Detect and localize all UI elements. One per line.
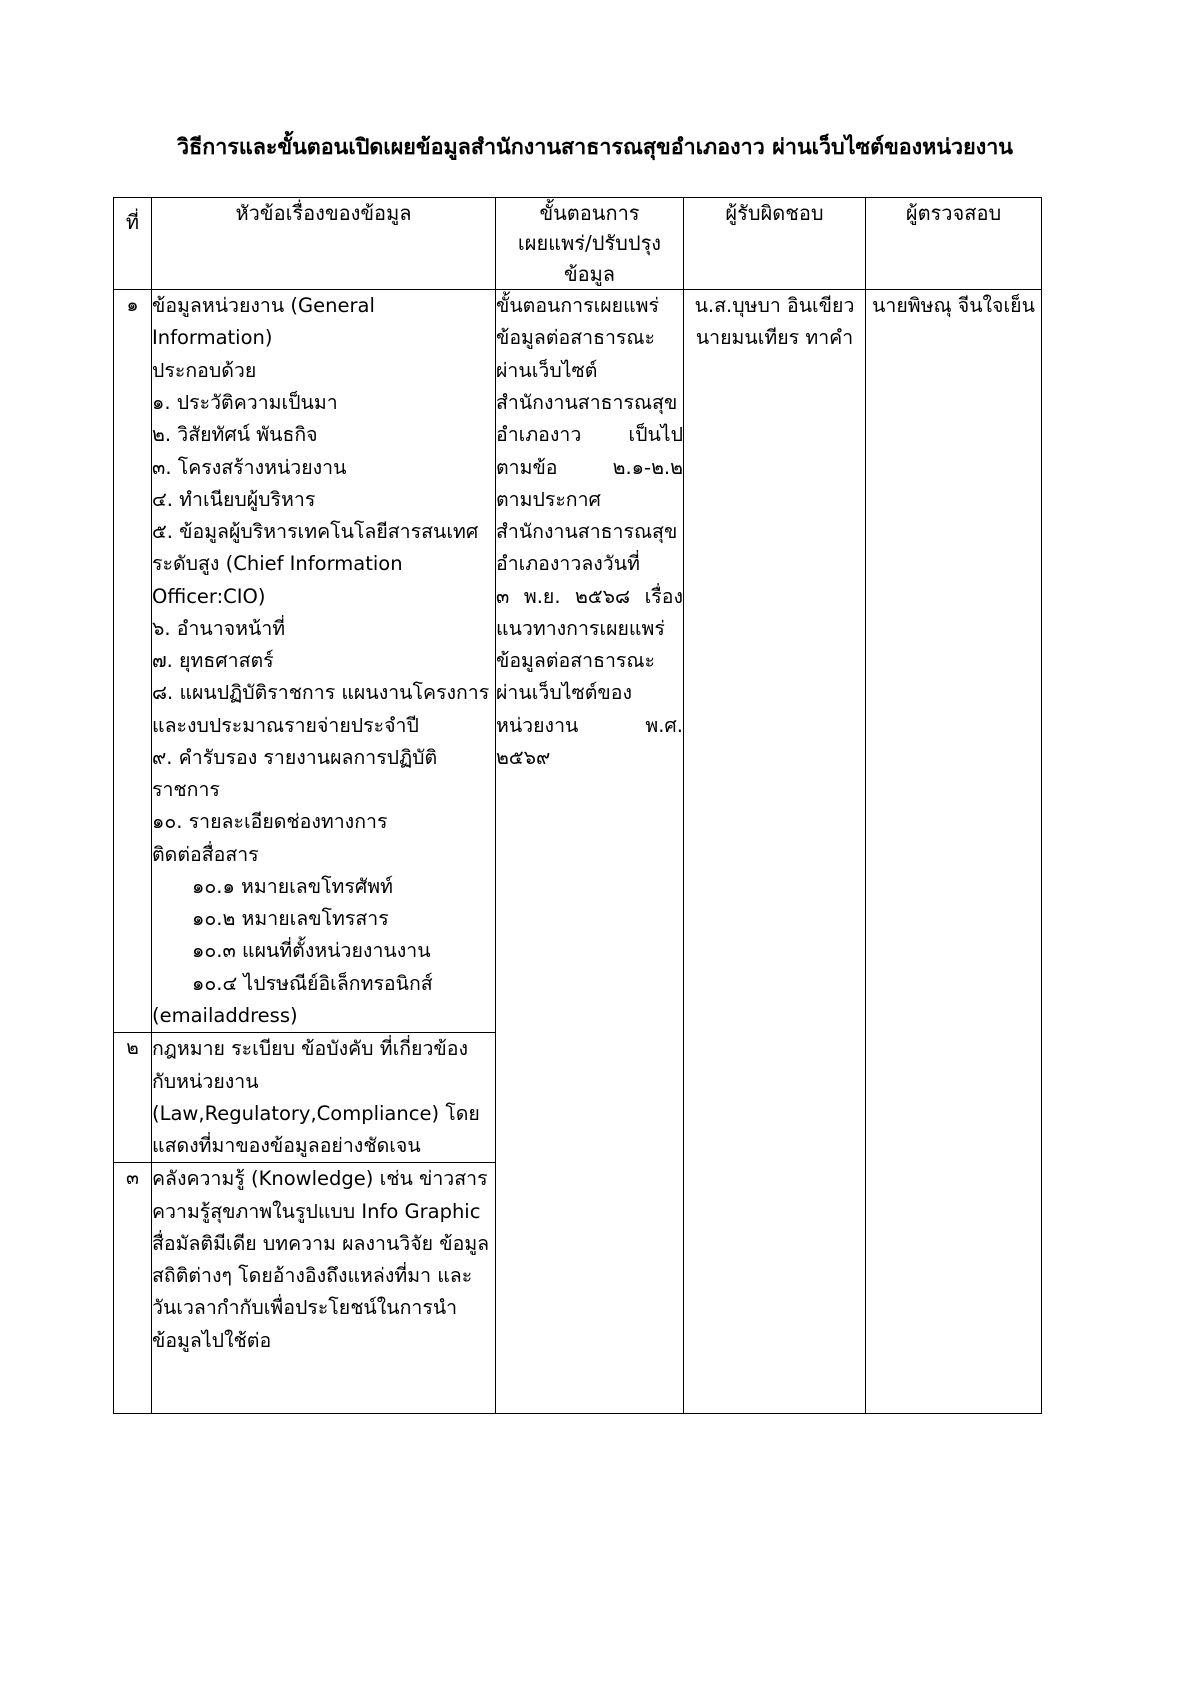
row-topic <box>152 290 496 1033</box>
checker-name: นายพิษณุ จีนใจเย็น <box>872 294 1035 318</box>
step-line: ตามประกาศ <box>496 487 601 511</box>
column-header-no: ที่ <box>114 198 152 290</box>
row-number: ๒ <box>114 1033 152 1163</box>
topic-line: ติดต่อสื่อสาร <box>152 842 259 866</box>
topic-line: สื่อมัลติมีเดีย บทความ ผลงานวิจัย ข้อมูล <box>152 1231 490 1255</box>
table-header <box>114 198 1042 290</box>
topic-line: Officer:CIO) <box>152 584 266 608</box>
step-line: ขั้นตอนการเผยแพร่ <box>496 294 660 318</box>
topic-line: ๘. แผนปฏิบัติราชการ แผนงานโครงการ <box>152 681 490 705</box>
topic-subline: ๑๐.๓ แผนที่ตั้งหน่วยงานงาน <box>192 939 431 963</box>
row-step <box>496 290 684 1414</box>
topic-line: ๖. อำนาจหน้าที่ <box>152 616 286 640</box>
step-line: ข้อมูลต่อสาธารณะ <box>496 326 655 350</box>
topic-line: ๙. คำรับรอง รายงานผลการปฏิบัติ <box>152 745 438 769</box>
row-topic <box>152 1033 496 1163</box>
topic-line: ข้อมูลไปใช้ต่อ <box>152 1328 272 1352</box>
row-number: ๓ <box>114 1163 152 1414</box>
column-header-step-line3: ข้อมูล <box>563 261 616 286</box>
step-line: สำนักงานสาธารณสุข <box>496 520 678 544</box>
step-line: อำเภองาว เป็นไป <box>496 423 683 447</box>
topic-line: ประกอบด้วย <box>152 358 257 382</box>
topic-line: ๗. ยุทธศาสตร์ <box>152 649 274 673</box>
topic-line: ๔. ทำเนียบผู้บริหาร <box>152 487 316 511</box>
column-header-topic: หัวข้อเรื่องของข้อมูล <box>152 198 496 290</box>
row-responsible <box>684 290 866 1414</box>
topic-line: ระดับสูง (Chief Information <box>152 552 403 576</box>
column-header-step-line2: เผยแพร่/ปรับปรุง <box>517 231 662 256</box>
row-checker <box>866 290 1042 1414</box>
table-header-row <box>114 198 1042 290</box>
table-row <box>114 290 1042 1033</box>
topic-line: สถิติต่างๆ โดยอ้างอิงถึงแหล่งที่มา และ <box>152 1264 473 1288</box>
step-line: ข้อมูลต่อสาธารณะ <box>496 649 655 673</box>
topic-line: ๓. โครงสร้างหน่วยงาน <box>152 455 347 479</box>
column-header-checker: ผู้ตรวจสอบ <box>866 198 1042 290</box>
topic-line: กฎหมาย ระเบียบ ข้อบังคับ ที่เกี่ยวข้อง <box>152 1037 468 1061</box>
topic-line: ๕. ข้อมูลผู้บริหารเทคโนโลยีสารสนเทศ <box>152 520 479 544</box>
topic-line: ๑๐. รายละเอียดช่องทางการ <box>152 810 388 834</box>
step-line: ผ่านเว็บไซต์ <box>496 358 598 382</box>
column-header-step-line1: ขั้นตอนการ <box>539 201 640 225</box>
column-header-step <box>496 198 684 290</box>
step-line: อำเภองาวลงวันที่ <box>496 552 640 576</box>
topic-subline: ๑๐.๔ ไปรษณีย์อิเล็กทรอนิกส์ <box>192 971 433 995</box>
topic-line: และงบประมาณรายจ่ายประจำปี <box>152 713 419 737</box>
topic-line: (Law,Regulatory,Compliance) โดย <box>152 1101 480 1125</box>
topic-subline: ๑๐.๑ หมายเลขโทรศัพท์ <box>192 874 393 898</box>
step-line: สำนักงานสาธารณสุข <box>496 390 678 414</box>
topic-line: ข้อมูลหน่วยงาน (General Information) <box>152 294 375 350</box>
row-topic <box>152 1163 496 1414</box>
topic-line: ๑. ประวัติความเป็นมา <box>152 390 338 414</box>
responsible-name: น.ส.บุษบา อินเขียว <box>694 294 855 318</box>
step-line: แนวทางการเผยแพร่ <box>496 616 665 640</box>
page-title: วิธีการและขั้นตอนเปิดเผยข้อมูลสำนักงานสาธารณสุขอำเภองาว ผ่านเว็บไซต์ของหน่วยงาน <box>177 135 1013 160</box>
responsible-name: นายมนเทียร ทาคำ <box>695 325 854 349</box>
topic-line: (emailaddress) <box>152 1004 298 1028</box>
table-body <box>114 290 1042 1414</box>
topic-subline: ๑๐.๒ หมายเลขโทรสาร <box>192 907 389 931</box>
topic-line: กับหน่วยงาน <box>152 1069 259 1093</box>
topic-line: แสดงที่มาของข้อมูลอย่างชัดเจน <box>152 1134 421 1158</box>
column-header-responsible: ผู้รับผิดชอบ <box>684 198 866 290</box>
row-number: ๑ <box>114 290 152 1033</box>
step-line: หน่วยงาน พ.ศ. <box>496 713 683 737</box>
step-line: ๒๕๖๙ <box>496 745 551 769</box>
topic-line: คลังความรู้ (Knowledge) เช่น ข่าวสาร <box>152 1167 488 1191</box>
topic-line: ราชการ <box>152 778 220 802</box>
step-line: ๓ พ.ย. ๒๕๖๘ เรื่อง <box>496 584 683 608</box>
topic-line: ๒. วิสัยทัศน์ พันธกิจ <box>152 423 318 447</box>
step-line: ตามข้อ ๒.๑-๒.๒ <box>496 455 683 479</box>
topic-line: วันเวลากำกับเพื่อประโยชน์ในการนำ <box>152 1296 458 1320</box>
disclosure-procedure-table <box>113 197 1042 1414</box>
step-line: ผ่านเว็บไซต์ของ <box>496 681 632 705</box>
topic-line: ความรู้สุขภาพในรูปแบบ Info Graphic <box>152 1199 481 1223</box>
